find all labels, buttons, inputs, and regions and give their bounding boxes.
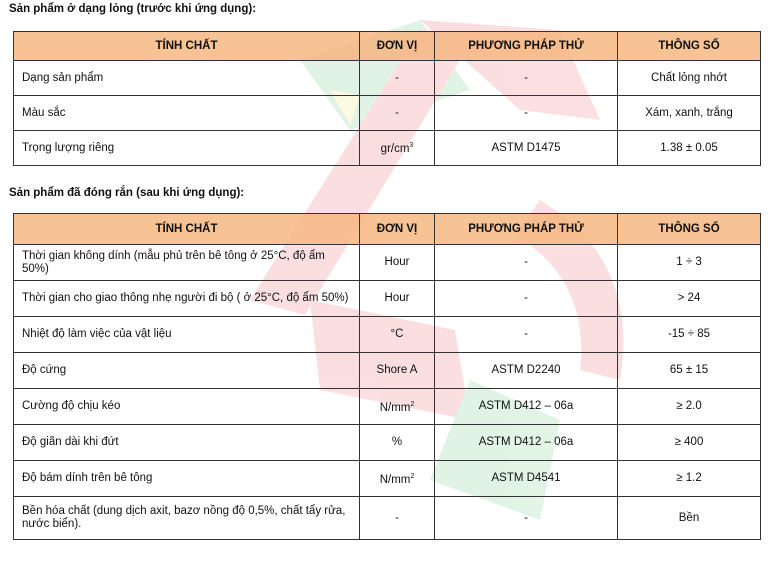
table-header-row: [14, 32, 761, 61]
unit-superscript: 2: [410, 473, 415, 481]
cell-property: Độ bám dính trên bê tông: [14, 461, 360, 497]
header-value: THÔNG SỐ: [618, 32, 761, 61]
table-row: [14, 461, 761, 497]
cell-property: Thời gian cho giao thông nhẹ người đi bộ ( ở 25°C, độ ẩm 50%): [14, 281, 360, 317]
cell-property: Độ cứng: [14, 353, 360, 389]
unit-base: gr/cm: [380, 142, 410, 155]
cell-unit: Hour: [360, 281, 435, 317]
cell-unit: -: [360, 61, 435, 96]
table-row: [14, 281, 761, 317]
cell-unit: %: [360, 425, 435, 461]
cell-value: 1 ÷ 3: [618, 245, 761, 281]
cell-property: Độ giãn dài khi đứt: [14, 425, 360, 461]
cell-unit: Shore A: [360, 353, 435, 389]
cell-value: 1.38 ± 0.05: [618, 131, 761, 166]
cell-method: -: [435, 61, 618, 96]
cell-method: ASTM D1475: [435, 131, 618, 166]
section-title-liquid: Sản phẩm ở dạng lỏng (trước khi ứng dụng):: [9, 3, 257, 15]
cell-unit: °C: [360, 317, 435, 353]
unit-base: N/mm: [379, 401, 411, 414]
table-row: [14, 245, 761, 281]
table-row: [14, 96, 761, 131]
cell-method: ASTM D412 – 06a: [435, 389, 618, 425]
cell-value: > 24: [618, 281, 761, 317]
cell-property: Bền hóa chất (dung dịch axit, bazơ nồng độ 0,5%, chất tẩy rửa, nước biển).: [14, 497, 360, 540]
cell-method: -: [435, 245, 618, 281]
cell-method: -: [435, 281, 618, 317]
cell-unit: [360, 131, 435, 166]
cell-method: ASTM D4541: [435, 461, 618, 497]
cured-spec-table: [13, 213, 761, 540]
header-unit: ĐƠN VỊ: [360, 214, 435, 245]
table-row: [14, 353, 761, 389]
cell-property: Trọng lượng riêng: [14, 131, 360, 166]
unit-superscript: 3: [409, 141, 414, 149]
table-row: [14, 425, 761, 461]
cell-value: ≥ 1.2: [618, 461, 761, 497]
cell-value: Bền: [618, 497, 761, 540]
cell-value: -15 ÷ 85: [618, 317, 761, 353]
section-title-cured: Sản phẩm đã đóng rắn (sau khi ứng dụng):: [9, 187, 245, 199]
cell-unit: Hour: [360, 245, 435, 281]
unit-superscript: 2: [410, 401, 415, 409]
table-row: [14, 497, 761, 540]
table-header-row: [14, 214, 761, 245]
table-row: [14, 317, 761, 353]
cell-method: -: [435, 317, 618, 353]
header-value: THÔNG SỐ: [618, 214, 761, 245]
table-row: [14, 131, 761, 166]
cell-property: Thời gian không dính (mẫu phủ trên bê tông ở 25°C, độ ẩm 50%): [14, 245, 360, 281]
cell-property: Nhiệt độ làm việc của vật liệu: [14, 317, 360, 353]
cell-unit: -: [360, 497, 435, 540]
cell-method: -: [435, 96, 618, 131]
header-property: TÍNH CHẤT: [14, 32, 360, 61]
header-unit: ĐƠN VỊ: [360, 32, 435, 61]
table-row: [14, 389, 761, 425]
cell-method: ASTM D412 – 06a: [435, 425, 618, 461]
cell-method: ASTM D2240: [435, 353, 618, 389]
cell-value: Xám, xanh, trắng: [618, 96, 761, 131]
cell-property: Cường độ chịu kéo: [14, 389, 360, 425]
liquid-spec-table: [13, 31, 761, 166]
cell-unit: -: [360, 96, 435, 131]
cell-unit: [360, 461, 435, 497]
table-row: [14, 61, 761, 96]
header-method: PHƯƠNG PHÁP THỬ: [435, 214, 618, 245]
cell-value: ≥ 2.0: [618, 389, 761, 425]
cell-property: Dạng sản phẩm: [14, 61, 360, 96]
cell-method: -: [435, 497, 618, 540]
header-property: TÍNH CHẤT: [14, 214, 360, 245]
cell-value: Chất lỏng nhớt: [618, 61, 761, 96]
unit-base: N/mm: [379, 473, 411, 486]
cell-value: ≥ 400: [618, 425, 761, 461]
cell-property: Màu sắc: [14, 96, 360, 131]
header-method: PHƯƠNG PHÁP THỬ: [435, 32, 618, 61]
cell-unit: [360, 389, 435, 425]
cell-value: 65 ± 15: [618, 353, 761, 389]
